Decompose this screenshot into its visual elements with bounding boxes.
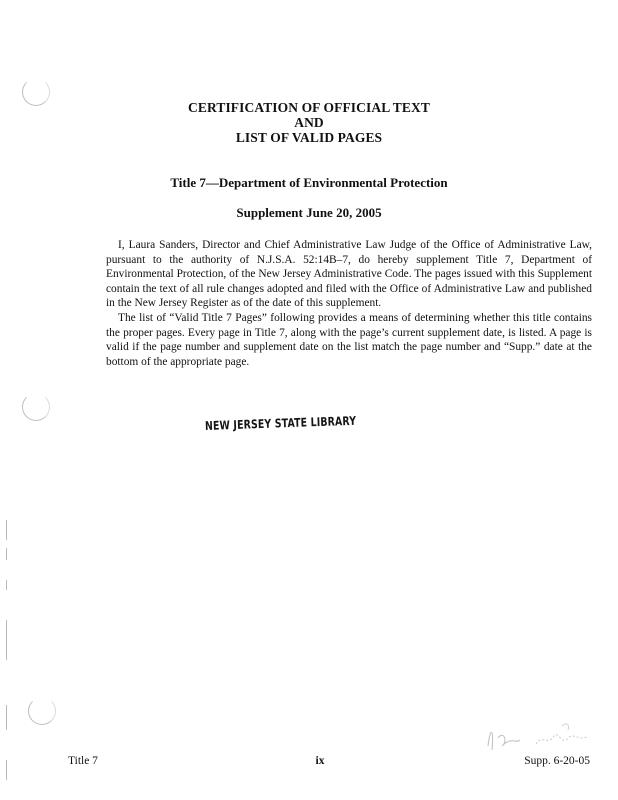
certification-paragraph: I, Laura Sanders, Director and Chief Administrative Law Judge of the Office of Administrative Law, pursuant to the authority of N.J.S.A. 52:14B–7, do hereby supplement Title 7, Department of Environmental Protection, of the New Jersey Administrative Code. The pages issued with this Supplement contain the text of all rule changes adopted and filed with the Office of Administrative Law and published in the New Jersey Register as of the date of this supplement. (106, 239, 592, 309)
heading-line-2: AND (294, 115, 324, 130)
heading-line-3: LIST OF VALID PAGES (235, 130, 383, 145)
scan-edge-mark (6, 620, 7, 660)
document-heading (0, 100, 618, 145)
valid-pages-paragraph: The list of “Valid Title 7 Pages” following provides a means of determining whether this title contains the proper pages. Every page in Title 7, along with the page’s current supplement date, is listed. A page is valid if the page number and supplement date on the list match the page number and “Supp.” date at the bottom of the appropriate page. (106, 312, 592, 368)
scan-edge-mark (6, 705, 7, 730)
page-number: ix (315, 755, 325, 767)
handwritten-annotation-mark (478, 716, 598, 760)
heading-line-1: CERTIFICATION OF OFFICIAL TEXT (188, 100, 430, 115)
title-subheading: Title 7—Department of Environmental Protection (170, 175, 448, 190)
binder-hole-mark (28, 697, 56, 725)
binder-hole-mark (22, 393, 50, 421)
supplement-date-footer: Supp. 6-20-05 (524, 755, 590, 767)
footer-title-label: Title 7 (68, 755, 98, 767)
scan-edge-mark (6, 548, 7, 560)
scan-edge-mark (6, 580, 7, 590)
supplement-date-heading: Supplement June 20, 2005 (236, 205, 382, 220)
library-stamp: NEW JERSEY STATE LIBRARY (204, 413, 357, 433)
scan-edge-mark (6, 520, 7, 540)
